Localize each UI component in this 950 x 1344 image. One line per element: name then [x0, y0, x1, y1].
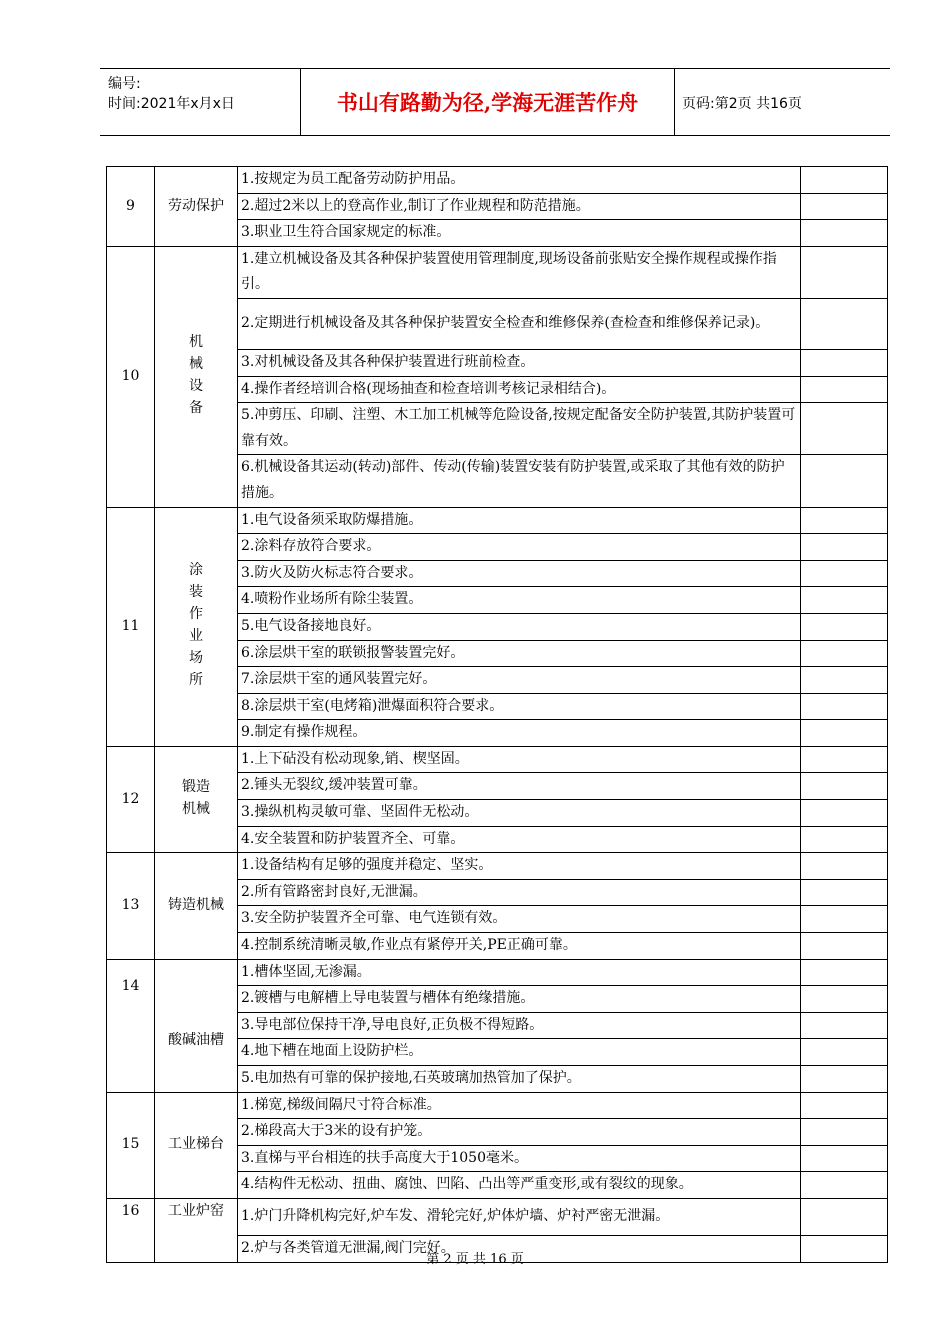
- check-item: 8.涂层烘干室(电烤箱)泄爆面积符合要求。: [238, 693, 801, 720]
- check-item: 2.镀槽与电解槽上导电装置与槽体有绝缘措施。: [238, 986, 801, 1013]
- check-item: 3.操纵机构灵敏可靠、坚固件无松动。: [238, 800, 801, 827]
- result-cell[interactable]: [801, 455, 888, 507]
- result-cell[interactable]: [801, 1092, 888, 1119]
- check-item: 3.安全防护装置齐全可靠、电气连锁有效。: [238, 906, 801, 933]
- table-row: [107, 1198, 888, 1235]
- row-number: 13: [107, 853, 155, 959]
- result-cell[interactable]: [801, 906, 888, 933]
- result-cell[interactable]: [801, 167, 888, 194]
- check-item: 3.防火及防火标志符合要求。: [238, 560, 801, 587]
- check-item: 2.炉与各类管道无泄漏,阀门完好。: [238, 1235, 801, 1262]
- category-label: 酸碱油槽: [168, 1031, 224, 1048]
- result-cell[interactable]: [801, 800, 888, 827]
- result-cell[interactable]: [801, 246, 888, 298]
- header-meta: [100, 69, 301, 135]
- result-cell[interactable]: [801, 587, 888, 614]
- row-number: 16: [107, 1198, 155, 1262]
- result-cell[interactable]: [801, 1145, 888, 1172]
- check-item: 2.超过2米以上的登高作业,制订了作业规程和防范措施。: [238, 193, 801, 220]
- category-label: 铸造机械: [168, 897, 224, 914]
- table-row: [107, 853, 888, 880]
- result-cell[interactable]: [801, 853, 888, 880]
- check-item: 2.锤头无裂纹,缓冲装置可靠。: [238, 773, 801, 800]
- row-number: 15: [107, 1092, 155, 1198]
- time-label: 时间:2021年x月x日: [108, 96, 235, 112]
- check-item: 4.喷粉作业场所有除尘装置。: [238, 587, 801, 614]
- category-cell: [155, 959, 238, 1092]
- result-cell[interactable]: [801, 879, 888, 906]
- table-row: [107, 1092, 888, 1119]
- result-cell[interactable]: [801, 693, 888, 720]
- check-item: 4.结构件无松动、扭曲、腐蚀、凹陷、凸出等严重变形,或有裂纹的现象。: [238, 1172, 801, 1199]
- check-item: 1.炉门升降机构完好,炉车发、滑轮完好,炉体炉墙、炉衬严密无泄漏。: [238, 1198, 801, 1235]
- check-item: 5.冲剪压、印刷、注塑、木工加工机械等危险设备,按规定配备安全防护装置,其防护装置可靠有效。: [238, 403, 801, 455]
- inspection-table-body: [107, 167, 888, 1263]
- check-item: 3.对机械设备及其各种保护装置进行班前检查。: [238, 349, 801, 376]
- check-item: 6.机械设备其运动(转动)部件、传动(传输)装置安装有防护装置,或采取了其他有效的防护措施。: [238, 455, 801, 507]
- check-item: 7.涂层烘干室的通风装置完好。: [238, 667, 801, 694]
- category-cell: [155, 167, 238, 247]
- category-cell: [155, 507, 238, 746]
- result-cell[interactable]: [801, 507, 888, 534]
- page-code: 页码:第2页 共16页: [682, 96, 802, 112]
- row-number: 12: [107, 746, 155, 852]
- result-cell[interactable]: [801, 1172, 888, 1199]
- table-row: [107, 959, 888, 986]
- page-footer: 第 2 页 共 16 页: [426, 1252, 524, 1267]
- table-row: [107, 507, 888, 534]
- category-label: 工业炉窑: [168, 1202, 224, 1219]
- check-item: 4.安全装置和防护装置齐全、可靠。: [238, 826, 801, 853]
- result-cell[interactable]: [801, 1066, 888, 1093]
- result-cell[interactable]: [801, 1012, 888, 1039]
- check-item: 1.梯宽,梯级间隔尺寸符合标准。: [238, 1092, 801, 1119]
- category-cell: [155, 746, 238, 852]
- check-item: 2.所有管路密封良好,无泄漏。: [238, 879, 801, 906]
- check-item: 4.控制系统清晰灵敏,作业点有紧停开关,PE正确可靠。: [238, 933, 801, 960]
- result-cell[interactable]: [801, 986, 888, 1013]
- category-cell: [155, 1092, 238, 1198]
- result-cell[interactable]: [801, 349, 888, 376]
- table-row: [107, 746, 888, 773]
- category-cell: [155, 853, 238, 959]
- result-cell[interactable]: [801, 560, 888, 587]
- category-label: 锻造机械: [181, 779, 210, 818]
- result-cell[interactable]: [801, 534, 888, 561]
- result-cell[interactable]: [801, 1119, 888, 1146]
- check-item: 2.梯段高大于3米的设有护笼。: [238, 1119, 801, 1146]
- result-cell[interactable]: [801, 959, 888, 986]
- check-item: 1.按规定为员工配备劳动防护用品。: [238, 167, 801, 194]
- check-item: 1.槽体坚固,无渗漏。: [238, 959, 801, 986]
- result-cell[interactable]: [801, 933, 888, 960]
- result-cell[interactable]: [801, 613, 888, 640]
- category-label: 工业梯台: [168, 1136, 224, 1153]
- row-number: 9: [107, 167, 155, 247]
- page-header: [100, 68, 890, 136]
- check-item: 3.直梯与平台相连的扶手高度大于1050毫米。: [238, 1145, 801, 1172]
- check-item: 2.定期进行机械设备及其各种保护装置安全检查和维修保养(查检查和维修保养记录)。: [238, 298, 801, 349]
- result-cell[interactable]: [801, 403, 888, 455]
- check-item: 3.职业卫生符合国家规定的标准。: [238, 220, 801, 247]
- result-cell[interactable]: [801, 720, 888, 747]
- row-number: 10: [107, 246, 155, 507]
- check-item: 4.地下槽在地面上设防护栏。: [238, 1039, 801, 1066]
- result-cell[interactable]: [801, 1039, 888, 1066]
- check-item: 5.电加热有可靠的保护接地,石英玻璃加热管加了保护。: [238, 1066, 801, 1093]
- check-item: 1.电气设备须采取防爆措施。: [238, 507, 801, 534]
- result-cell[interactable]: [801, 298, 888, 349]
- check-item: 1.上下砧没有松动现象,销、楔坚固。: [238, 746, 801, 773]
- result-cell[interactable]: [801, 220, 888, 247]
- result-cell[interactable]: [801, 826, 888, 853]
- check-item: 3.导电部位保持干净,导电良好,正负极不得短路。: [238, 1012, 801, 1039]
- result-cell[interactable]: [801, 376, 888, 403]
- check-item: 1.建立机械设备及其各种保护装置使用管理制度,现场设备前张贴安全操作规程或操作指引。: [238, 246, 801, 298]
- table-row: [107, 246, 888, 298]
- category-label: 劳动保护: [168, 197, 224, 214]
- category-label: 涂装作业场所: [188, 562, 203, 689]
- number-label: 编号:: [108, 76, 141, 92]
- result-cell[interactable]: [801, 640, 888, 667]
- motto: 书山有路勤为径,学海无涯苦作舟: [301, 69, 675, 135]
- result-cell[interactable]: [801, 1198, 888, 1235]
- result-cell[interactable]: [801, 773, 888, 800]
- category-cell: [155, 246, 238, 507]
- result-cell[interactable]: [801, 746, 888, 773]
- category-label: 机械设备: [188, 334, 203, 417]
- check-item: 5.电气设备接地良好。: [238, 613, 801, 640]
- result-cell[interactable]: [801, 193, 888, 220]
- result-cell[interactable]: [801, 667, 888, 694]
- inspection-table: [106, 166, 888, 1263]
- table-row: [107, 167, 888, 194]
- check-item: 6.涂层烘干室的联锁报警装置完好。: [238, 640, 801, 667]
- row-number: 11: [107, 507, 155, 746]
- check-item: 4.操作者经培训合格(现场抽查和检查培训考核记录相结合)。: [238, 376, 801, 403]
- check-item: 9.制定有操作规程。: [238, 720, 801, 747]
- check-item: 1.设备结构有足够的强度并稳定、坚实。: [238, 853, 801, 880]
- row-number: 14: [107, 959, 155, 1092]
- check-item: 2.涂料存放符合要求。: [238, 534, 801, 561]
